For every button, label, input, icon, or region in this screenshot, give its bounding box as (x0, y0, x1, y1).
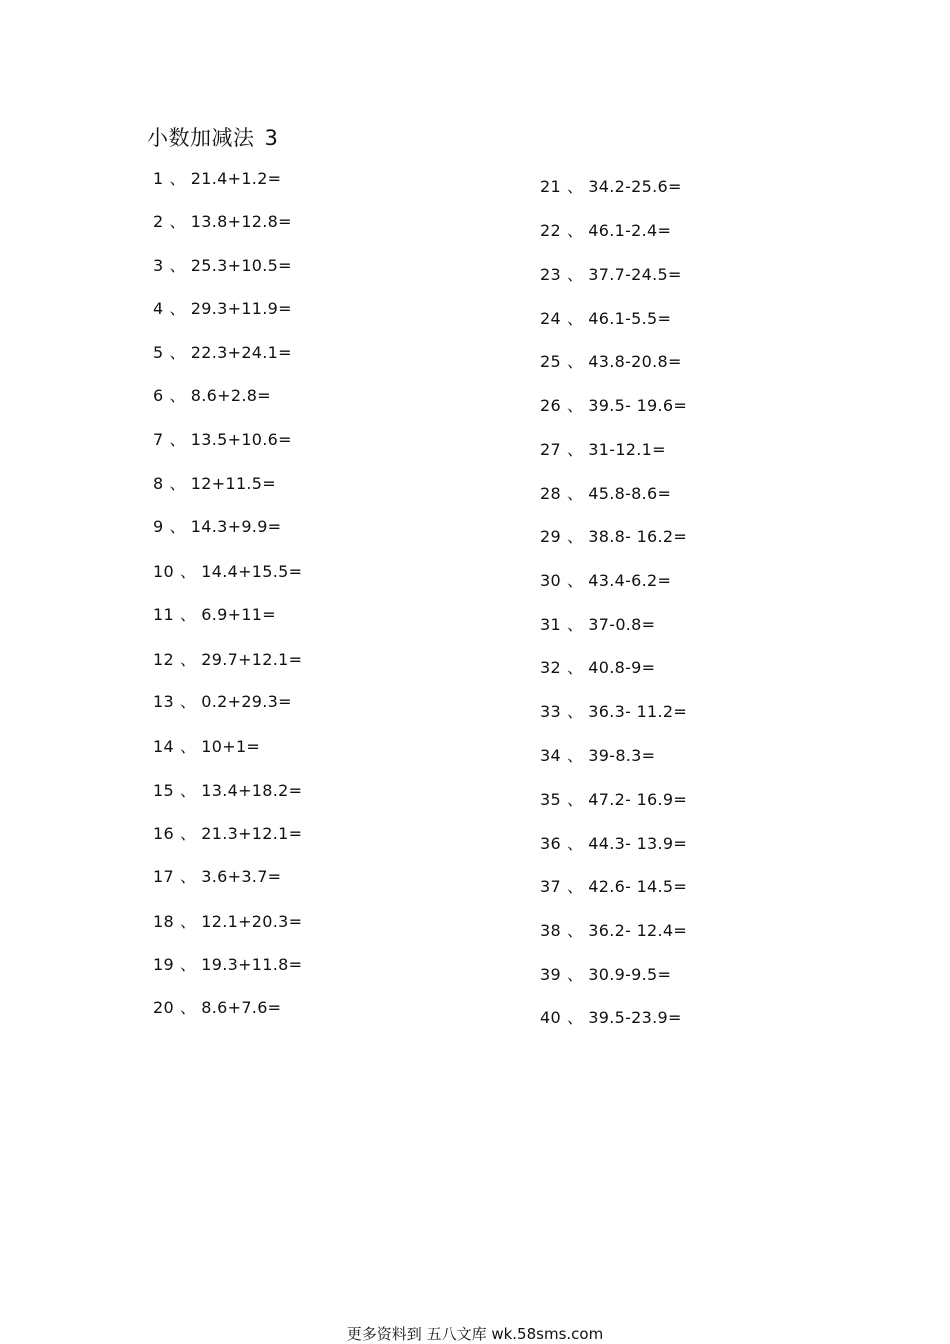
problem-separator: 、 (566, 527, 584, 546)
right-problem-column (540, 0, 900, 1344)
problem-expression: 21.4+1.2= (190, 169, 282, 188)
problem-item (540, 877, 687, 897)
problem-expression: 10+1= (201, 737, 261, 756)
problem-item (153, 343, 292, 363)
problem-separator: 、 (169, 343, 186, 362)
problem-separator: 、 (566, 571, 584, 590)
problem-item (540, 834, 687, 854)
problem-separator: 、 (566, 965, 584, 984)
problem-item (540, 965, 671, 985)
problem-number: 34 (540, 746, 561, 765)
problem-expression: 34.2-25.6= (588, 177, 682, 196)
problem-number: 6 (153, 386, 164, 405)
problem-expression: 21.3+12.1= (201, 824, 303, 843)
problem-number: 16 (153, 824, 174, 843)
problem-number: 19 (153, 955, 174, 974)
problem-item (153, 824, 302, 844)
problem-item (540, 177, 682, 197)
problem-separator: 、 (169, 517, 186, 536)
problem-number: 22 (540, 221, 561, 240)
problem-expression: 42.6- 14.5= (588, 877, 688, 896)
problem-number: 11 (153, 605, 174, 624)
problem-separator: 、 (179, 912, 197, 931)
problem-number: 27 (540, 440, 561, 459)
problem-number: 15 (153, 781, 174, 800)
problem-item (153, 998, 281, 1018)
problem-separator: 、 (169, 386, 186, 405)
problem-separator: 、 (179, 998, 197, 1017)
problem-expression: 0.2+29.3= (201, 692, 292, 711)
problem-item (153, 737, 260, 757)
problem-number: 12 (153, 650, 174, 669)
problem-expression: 25.3+10.5= (190, 256, 292, 275)
problem-item (540, 527, 687, 547)
problem-number: 25 (540, 352, 561, 371)
problem-expression: 12.1+20.3= (201, 912, 303, 931)
problem-item (540, 221, 671, 241)
problem-expression: 37-0.8= (588, 615, 656, 634)
problem-separator: 、 (566, 746, 584, 765)
problem-item (153, 169, 281, 189)
problem-item (540, 658, 655, 678)
problem-number: 32 (540, 658, 561, 677)
problem-separator: 、 (169, 430, 186, 449)
problem-number: 31 (540, 615, 561, 634)
problem-expression: 29.3+11.9= (190, 299, 292, 318)
problem-expression: 38.8- 16.2= (588, 527, 688, 546)
problem-separator: 、 (566, 265, 584, 284)
problem-item (540, 352, 682, 372)
problem-expression: 13.5+10.6= (190, 430, 292, 449)
problem-expression: 31-12.1= (588, 440, 666, 459)
problem-expression: 43.4-6.2= (588, 571, 672, 590)
left-problem-column (153, 0, 513, 1344)
problem-number: 36 (540, 834, 561, 853)
problem-item (540, 440, 666, 460)
problem-separator: 、 (566, 177, 584, 196)
problem-separator: 、 (566, 1008, 584, 1027)
problem-expression: 13.8+12.8= (190, 212, 292, 231)
problem-number: 17 (153, 867, 174, 886)
problem-expression: 8.6+2.8= (190, 386, 271, 405)
problem-number: 39 (540, 965, 561, 984)
problem-number: 24 (540, 309, 561, 328)
problem-expression: 45.8-8.6= (588, 484, 672, 503)
problem-expression: 44.3- 13.9= (588, 834, 688, 853)
problem-separator: 、 (566, 396, 584, 415)
problem-item (153, 692, 292, 712)
problem-item (153, 474, 276, 494)
problem-number: 26 (540, 396, 561, 415)
problem-item (540, 615, 655, 635)
problem-item (540, 571, 671, 591)
problem-item (540, 790, 687, 810)
problem-item (153, 517, 281, 537)
problem-expression: 14.4+15.5= (201, 562, 303, 581)
problem-separator: 、 (566, 921, 584, 940)
problem-expression: 14.3+9.9= (190, 517, 282, 536)
problem-expression: 39.5- 19.6= (588, 396, 688, 415)
problem-separator: 、 (179, 605, 197, 624)
problem-number: 14 (153, 737, 174, 756)
problem-expression: 39-8.3= (588, 746, 656, 765)
problem-expression: 37.7-24.5= (588, 265, 682, 284)
problem-number: 10 (153, 562, 174, 581)
problem-item (540, 1008, 682, 1028)
problem-item (153, 386, 271, 406)
problem-number: 8 (153, 474, 164, 493)
problem-number: 38 (540, 921, 561, 940)
problem-item (153, 256, 292, 276)
problem-item (153, 430, 292, 450)
problem-item (153, 299, 292, 319)
problem-item (153, 212, 292, 232)
problem-separator: 、 (169, 299, 186, 318)
problem-expression: 43.8-20.8= (588, 352, 682, 371)
problem-separator: 、 (566, 484, 584, 503)
problem-number: 28 (540, 484, 561, 503)
problem-expression: 30.9-9.5= (588, 965, 672, 984)
problem-number: 18 (153, 912, 174, 931)
problem-separator: 、 (566, 309, 584, 328)
problem-expression: 46.1-5.5= (588, 309, 672, 328)
problem-separator: 、 (566, 615, 584, 634)
problem-item (153, 650, 302, 670)
problem-number: 9 (153, 517, 164, 536)
problem-number: 5 (153, 343, 164, 362)
problem-separator: 、 (566, 702, 584, 721)
problem-separator: 、 (566, 658, 584, 677)
problem-number: 20 (153, 998, 174, 1017)
problem-separator: 、 (566, 352, 584, 371)
problem-number: 4 (153, 299, 164, 318)
problem-separator: 、 (566, 790, 584, 809)
problem-number: 33 (540, 702, 561, 721)
problem-separator: 、 (179, 737, 197, 756)
problem-separator: 、 (179, 650, 197, 669)
problem-item (540, 702, 687, 722)
problem-separator: 、 (566, 440, 584, 459)
problem-item (153, 912, 302, 932)
problem-separator: 、 (169, 474, 186, 493)
problem-number: 30 (540, 571, 561, 590)
page-title-text: 小数加减法 (147, 126, 255, 150)
problem-expression: 47.2- 16.9= (588, 790, 688, 809)
problem-separator: 、 (169, 169, 186, 188)
problem-separator: 、 (169, 212, 186, 231)
problem-item (153, 781, 302, 801)
problem-number: 7 (153, 430, 164, 449)
problem-number: 13 (153, 692, 174, 711)
problem-expression: 19.3+11.8= (201, 955, 303, 974)
problem-item (540, 309, 671, 329)
problem-item (153, 867, 281, 887)
problem-expression: 36.2- 12.4= (588, 921, 688, 940)
problem-item (153, 955, 302, 975)
problem-expression: 36.3- 11.2= (588, 702, 688, 721)
problem-number: 3 (153, 256, 164, 275)
problem-expression: 29.7+12.1= (201, 650, 303, 669)
problem-expression: 6.9+11= (201, 605, 276, 624)
page-title-number: 3 (264, 126, 279, 150)
problem-item (540, 396, 687, 416)
problem-item (540, 746, 655, 766)
problem-expression: 3.6+3.7= (201, 867, 282, 886)
problem-expression: 8.6+7.6= (201, 998, 282, 1017)
problem-expression: 46.1-2.4= (588, 221, 672, 240)
problem-number: 40 (540, 1008, 561, 1027)
problem-separator: 、 (179, 867, 197, 886)
problem-item (153, 562, 302, 582)
problem-separator: 、 (179, 781, 197, 800)
problem-item (153, 605, 276, 625)
problem-expression: 39.5-23.9= (588, 1008, 682, 1027)
problem-separator: 、 (179, 955, 197, 974)
problem-separator: 、 (179, 562, 197, 581)
footer-watermark: 更多资料到 五八文库 wk.58sms.com (346, 1325, 604, 1343)
problem-number: 21 (540, 177, 561, 196)
problem-item (540, 921, 687, 941)
problem-separator: 、 (566, 221, 584, 240)
problem-number: 37 (540, 877, 561, 896)
problem-expression: 13.4+18.2= (201, 781, 303, 800)
problem-item (540, 484, 671, 504)
problem-expression: 12+11.5= (190, 474, 276, 493)
problem-number: 29 (540, 527, 561, 546)
problem-number: 2 (153, 212, 164, 231)
problem-number: 35 (540, 790, 561, 809)
problem-separator: 、 (566, 877, 584, 896)
problem-separator: 、 (179, 692, 197, 711)
problem-expression: 40.8-9= (588, 658, 656, 677)
problem-expression: 22.3+24.1= (190, 343, 292, 362)
problem-item (540, 265, 682, 285)
problem-separator: 、 (179, 824, 197, 843)
problem-number: 23 (540, 265, 561, 284)
problem-number: 1 (153, 169, 164, 188)
problem-separator: 、 (566, 834, 584, 853)
problem-separator: 、 (169, 256, 186, 275)
